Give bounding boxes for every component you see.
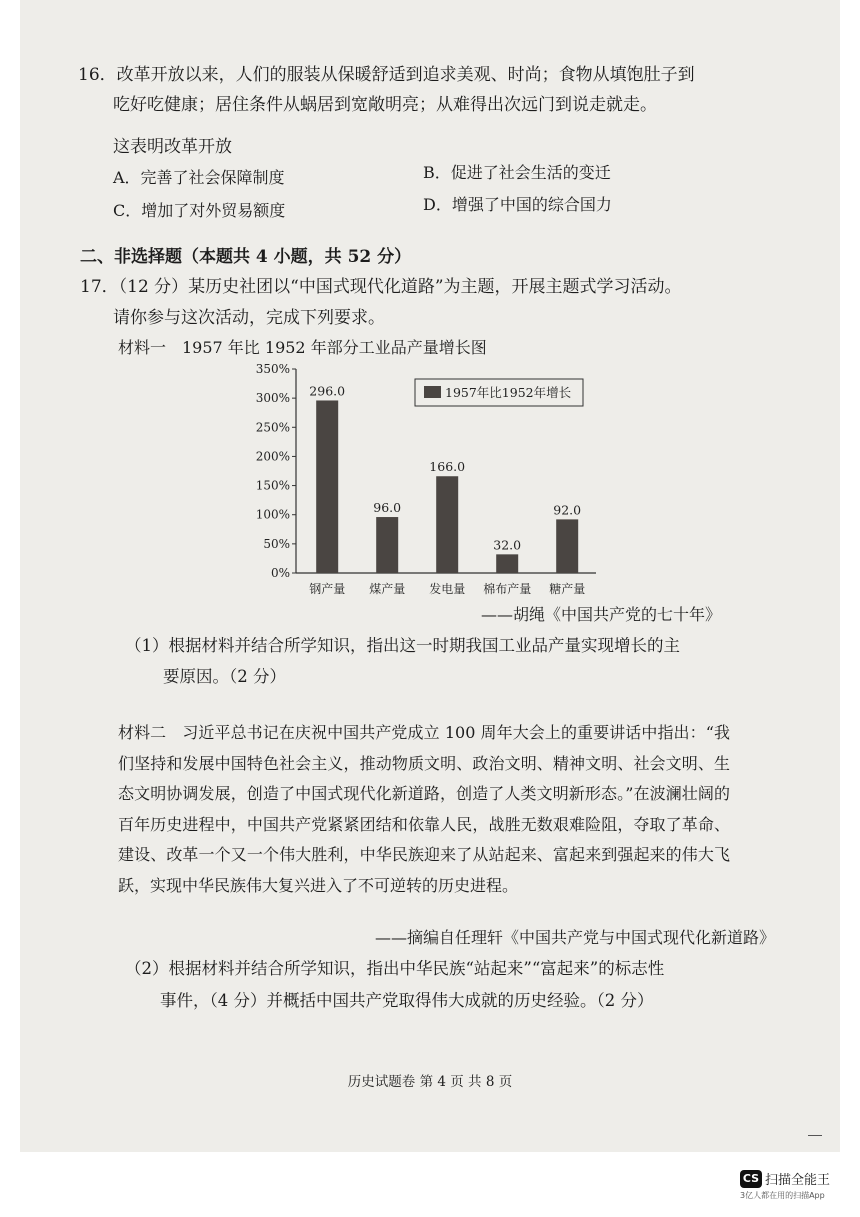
chart-bar bbox=[376, 517, 398, 573]
x-category-label: 发电量 bbox=[429, 582, 466, 596]
brand-tagline: 3亿人都在用的扫描App bbox=[740, 1191, 825, 1200]
chart-bar bbox=[496, 554, 518, 573]
q17-part1-line1: （1）根据材料并结合所学知识，指出这一时期我国工业品产量实现增长的主 bbox=[125, 636, 680, 655]
camscanner-logo-icon: CS bbox=[740, 1170, 762, 1188]
x-category-label: 棉布产量 bbox=[483, 582, 532, 596]
q17-part2-line2: 事件，（4 分）并概括中国共产党取得伟大成就的历史经验。（2 分） bbox=[160, 991, 654, 1010]
material2-source: ——摘编自任理轩《中国共产党与中国式现代化新道路》 bbox=[375, 928, 776, 947]
chart-legend bbox=[415, 379, 583, 406]
q17-part1-line2: 要原因。（2 分） bbox=[163, 667, 286, 686]
q16-stem-line1: 16．改革开放以来，人们的服装从保暖舒适到追求美观、时尚；食物从填饱肚子到 bbox=[78, 65, 695, 85]
y-tick-label: 300% bbox=[255, 391, 290, 406]
y-tick-label: 200% bbox=[255, 449, 290, 464]
legend-swatch bbox=[424, 386, 441, 398]
material1-source: ——胡绳《中国共产党的七十年》 bbox=[481, 605, 722, 624]
page-footer: 历史试题卷 第 4 页 共 8 页 bbox=[347, 1074, 513, 1090]
bar-value-label: 92.0 bbox=[553, 502, 582, 518]
x-category-label: 煤产量 bbox=[369, 582, 406, 596]
chart-bars bbox=[309, 383, 585, 596]
x-category-label: 钢产量 bbox=[309, 582, 346, 596]
y-tick-label: 0% bbox=[270, 566, 290, 580]
q16-stem-line2: 吃好吃健康；居住条件从蜗居到宽敞明亮；从难得出次远门到说走就走。 bbox=[113, 95, 657, 115]
q16-option-c: C．增加了对外贸易额度 bbox=[113, 201, 286, 220]
brand-name: 扫描全能王 bbox=[765, 1173, 831, 1188]
x-category-label: 糖产量 bbox=[549, 582, 586, 596]
q17-stem-line1: 17．（12 分）某历史社团以“中国式现代化道路”为主题，开展主题式学习活动。 bbox=[80, 277, 682, 297]
chart-bar bbox=[556, 519, 578, 573]
scanner-watermark bbox=[740, 1168, 830, 1201]
section-heading: 二、非选择题（本题共 4 小题，共 52 分） bbox=[80, 247, 412, 267]
chart-bar bbox=[436, 476, 458, 573]
y-tick-label: 100% bbox=[255, 507, 290, 522]
q16-option-a: A．完善了社会保障制度 bbox=[113, 168, 285, 187]
production-growth-chart bbox=[250, 362, 610, 602]
material2-text: 材料二 习近平总书记在庆祝中国共产党成立 100 周年大会上的重要讲话中指出：“我们坚持和发展中国特色社会主义，推动物质文明、政治文明、精神文明、社会文明、生态文明协调发展，创造了中国式现代化新道路，创造了人类文明新形态。”在波澜壮阔的百年历史进程中，中国共产党紧紧团结和依靠人民，战胜无数艰难险阻，夺取了革命、建设、改革一个又一个伟大胜利，中华民族迎来了从站起来、富起来到强起来的伟大飞跃，实现中华民族伟大复兴进入了不可逆转的历史进程。 bbox=[118, 723, 730, 895]
y-tick-label: 150% bbox=[255, 478, 290, 493]
y-tick-label: 350% bbox=[255, 362, 290, 376]
legend-label: 1957年比1952年增长 bbox=[445, 385, 572, 400]
bar-value-label: 166.0 bbox=[429, 459, 466, 475]
bar-value-label: 296.0 bbox=[309, 383, 346, 399]
q16-option-d: D．增强了中国的综合国力 bbox=[423, 195, 612, 214]
bar-value-label: 32.0 bbox=[493, 537, 522, 553]
y-tick-label: 250% bbox=[255, 420, 290, 435]
q17-part2-line1: （2）根据材料并结合所学知识，指出中华民族“站起来”“富起来”的标志性 bbox=[125, 959, 665, 978]
q16-stem-line3: 这表明改革开放 bbox=[113, 137, 232, 157]
y-tick-label: 50% bbox=[263, 536, 290, 551]
chart-bar bbox=[316, 400, 338, 573]
bar-value-label: 96.0 bbox=[373, 500, 402, 516]
q17-stem-line2: 请你参与这次活动，完成下列要求。 bbox=[113, 308, 385, 328]
q16-option-b: B．促进了社会生活的变迁 bbox=[423, 163, 611, 182]
material1-title: 材料一 1957 年比 1952 年部分工业品产量增长图 bbox=[118, 338, 487, 357]
corner-mark bbox=[808, 1135, 822, 1136]
